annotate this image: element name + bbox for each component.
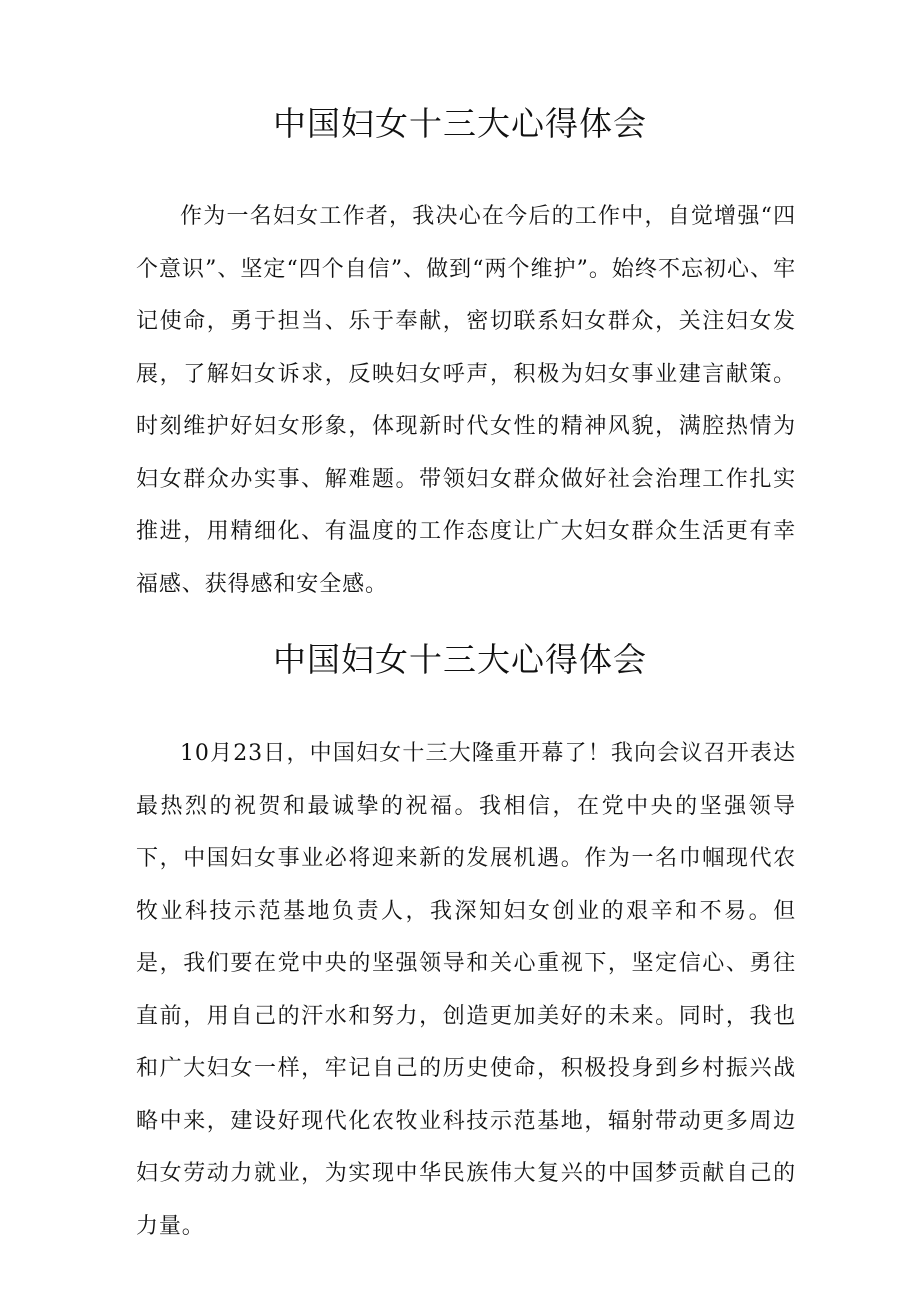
- section-1-body: 作为一名妇女工作者，我决心在今后的工作中，自觉增强“四个意识”、坚定“四个自信”、做到“两个维护”。始终不忘初心、牢记使命，勇于担当、乐于奉献，密切联系妇女群众，关注妇女发展，了解妇女诉求，反映妇女呼声，积极为妇女事业建言献策。时刻维护好妇女形象，体现新时代女性的精神风貌，满腔热情为妇女群众办实事、解难题。带领妇女群众做好社会治理工作扎实推进，用精细化、有温度的工作态度让广大妇女群众生活更有幸福感、获得感和安全感。: [136, 204, 796, 597]
- section-2-title: 中国妇女十三大心得体会: [273, 640, 647, 679]
- section-1-title: 中国妇女十三大心得体会: [273, 104, 647, 143]
- section-2-body: 10月23日，中国妇女十三大隆重开幕了！我向会议召开表达最热烈的祝贺和最诚挚的祝福。我相信，在党中央的坚强领导下，中国妇女事业必将迎来新的发展机遇。作为一名巾帼现代农牧业科技示范基地负责人，我深知妇女创业的艰辛和不易。但是，我们要在党中央的坚强领导和关心重视下，坚定信心、勇往直前，用自己的汗水和努力，创造更加美好的未来。同时，我也和广大妇女一样，牢记自己的历史使命，积极投身到乡村振兴战略中来，建设好现代化农牧业科技示范基地，辐射带动更多周边妇女劳动力就业，为实现中华民族伟大复兴的中国梦贡献自己的力量。: [136, 741, 796, 1239]
